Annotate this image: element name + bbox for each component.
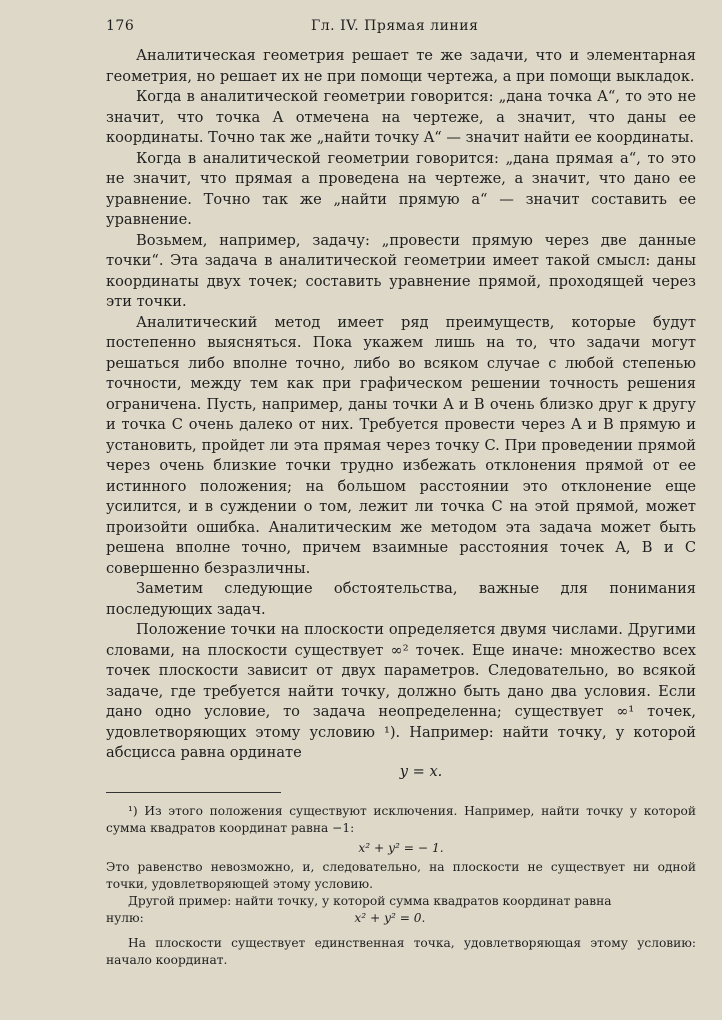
footnote-text: На плоскости существует единственная точка, удовлетворяющая этому условию: начало координат. — [106, 935, 696, 967]
footnote-formula: x² + y² = 0. — [354, 910, 426, 925]
main-formula: y = x. — [399, 762, 443, 780]
paragraph: Когда в аналитической геометрии говорится: „дана точка A“, то это не значит, что точка A отмечена на чертеже, а значит, что даны ее координаты. Точно так же „найти точку A“ — значит найти ее координаты. — [106, 88, 696, 146]
footnote-text: Другой пример: найти точку, у которой сумма квадратов координат равна — [128, 893, 612, 908]
page-header — [106, 18, 698, 34]
footnote-text: Это равенство невозможно, и, следовательно, на плоскости не существует ни одной точки, удовлетворяющей этому условию. — [106, 859, 696, 891]
footnote-text: нулю: — [106, 910, 144, 925]
page-number: 176 — [106, 18, 135, 34]
paragraph: Заметим следующие обстоятельства, важные для понимания последующих задач. — [106, 580, 696, 618]
footnote-divider — [106, 792, 281, 793]
footnote — [106, 803, 706, 969]
main-text — [106, 46, 706, 764]
paragraph: Аналитическая геометрия решает те же задачи, что и элементарная геометрия, но решает их не при помощи чертежа, а при помощи выкладок. — [106, 47, 696, 85]
footnote-text: ¹) Из этого положения существуют исключения. Например, найти точку у которой сумма квадратов координат равна −1: — [106, 803, 696, 835]
paragraph: Возьмем, например, задачу: „провести прямую через две данные точки“. Эта задача в аналитической геометрии имеет такой смысл: даны координаты двух точек; составить уравнение прямой, проходящей через эти точки. — [106, 231, 696, 310]
running-head: Гл. IV. Прямая линия — [311, 18, 479, 34]
paragraph: Положение точки на плоскости определяется двумя числами. Другими словами, на плоскости существует ∞² точек. Еще иначе: множество всех точек плоскости зависит от двух параметров. Следовательно, во всякой задаче, где требуется найти точку, должно быть дано два условия. Если дано одно условие, то задача неопределенна; существует ∞¹ точек, удовлетворяющих этому условию ¹). Например: найти точку, у которой абсцисса равна ординате — [106, 621, 696, 761]
paragraph: Когда в аналитической геометрии говорится: „дана прямая a“, то это не значит, что прямая a проведена на чертеже, а значит, что дано ее уравнение. Точно так же „найти прямую a“ — значит составить ее уравнение. — [106, 149, 696, 228]
footnote-formula: x² + y² = − 1. — [358, 840, 444, 855]
paragraph: Аналитический метод имеет ряд преимуществ, которые будут постепенно выясняться. Пока укажем лишь на то, что задачи могут решаться либо вполне точно, либо во всяком случае с любой степенью точности, между тем как при графическом решении точность решения ограничена. Пусть, например, даны точки A и B очень близко друг к другу и точка C очень далеко от них. Требуется провести через A и B прямую и установить, пройдет ли эта прямая через точку C. При проведении прямой через очень близкие точки трудно избежать отклонения прямой от ее истинного положения; на большом расстоянии это отклонение еще усилится, и в суждении о том, лежит ли точка C на этой прямой, может произойти ошибка. Аналитическим же методом эта задача может быть решена вполне точно, причем взаимные расстояния точек A, B и C совершенно безразличны. — [106, 313, 696, 577]
